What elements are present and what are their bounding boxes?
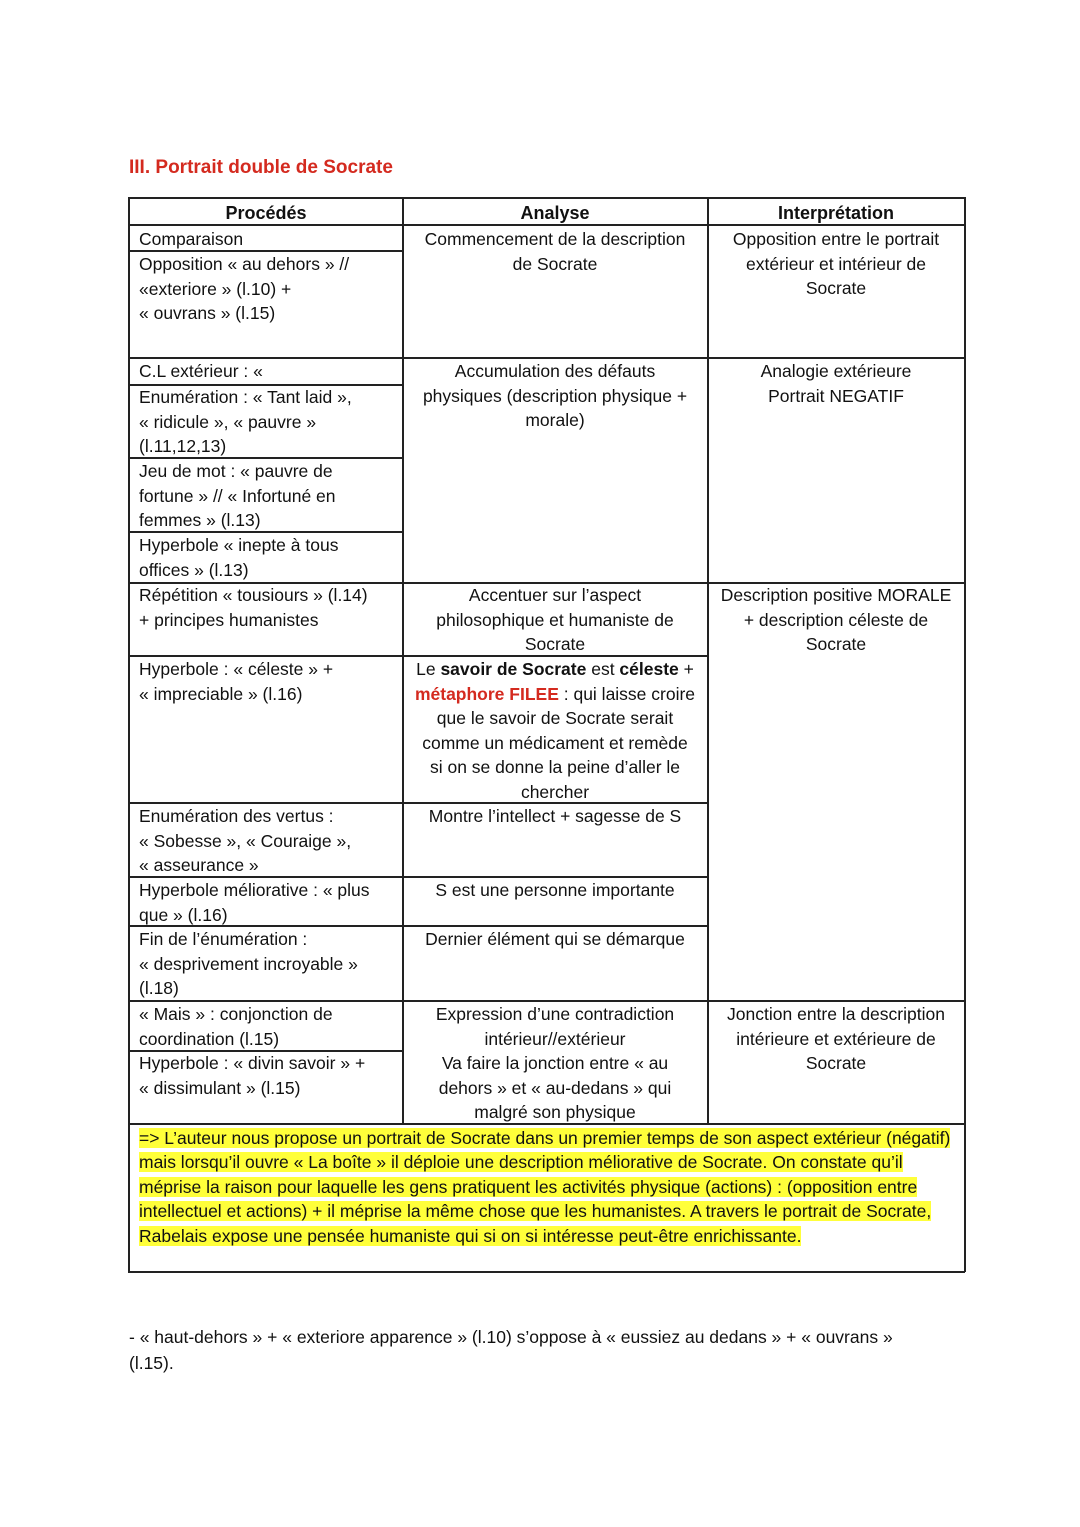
section-title: III. Portrait double de Socrate bbox=[129, 157, 393, 178]
procede-cell: Fin de l’énumération : « desprivement incroyable » (l.18) bbox=[139, 929, 358, 998]
procede-cell: Opposition « au dehors » // «exteriore » (l.10) + « ouvrans » (l.15) bbox=[139, 254, 350, 323]
interpretation-cell: Analogie extérieure Portrait NEGATIF bbox=[760, 361, 912, 406]
conclusion-paragraph bbox=[139, 1126, 961, 1248]
interpretation-cell: Opposition entre le portrait extérieur et intérieur de Socrate bbox=[732, 229, 940, 298]
analyse-cell: Dernier élément qui se démarque bbox=[425, 929, 685, 949]
procede-cell: Jeu de mot : « pauvre de fortune » // « Infortuné en femmes » (l.13) bbox=[139, 461, 336, 530]
header-interpretation: Interprétation bbox=[777, 203, 894, 223]
analyse-cell: Accentuer sur l’aspect philosophique et humaniste de Socrate bbox=[436, 585, 674, 654]
procede-cell: Enumération : « Tant laid », « ridicule », « pauvre » (l.11,12,13) bbox=[139, 387, 352, 456]
procede-cell: C.L extérieur : « bbox=[139, 361, 263, 381]
analyse-cell: Accumulation des défauts physiques (description physique + morale) bbox=[422, 361, 688, 430]
analyse-cell: Va faire la jonction entre « au dehors » et « au-dedans » qui malgré son physique bbox=[438, 1053, 672, 1122]
analyse-cell: Montre l’intellect + sagesse de S bbox=[428, 806, 682, 826]
interpretation-cell: Jonction entre la description intérieure et extérieure de Socrate bbox=[727, 1004, 945, 1073]
analyse-cell: Expression d’une contradiction intérieur//extérieur bbox=[435, 1004, 675, 1049]
procede-cell: « Mais » : conjonction de coordination (l.15) bbox=[139, 1004, 333, 1049]
interpretation-cell: Description positive MORALE + description céleste de Socrate bbox=[720, 585, 952, 654]
procede-cell: Hyperbole : « divin savoir » + « dissimulant » (l.15) bbox=[139, 1053, 366, 1098]
conclusion-highlight: => L’auteur nous propose un portrait de Socrate dans un premier temps de son aspect extérieur (négatif) mais lorsqu’il ouvre « La boîte » il déploie une description méliorative de Socrate. On constate qu’il méprise la raison pour laquelle les gens pratiquent les activités physique (actions) : (opposition entre intellectuel et actions) + il méprise la même chose que les humanistes. A travers le portrait de Socrate, Rabelais expose une pensée humaniste qui si on si intéresse peut-être enrichissante. bbox=[139, 1128, 951, 1246]
procede-cell: Hyperbole « inepte à tous offices » (l.13) bbox=[139, 535, 339, 580]
header-procedes: Procédés bbox=[225, 203, 307, 223]
footnote-text: - « haut-dehors » + « exteriore apparence » (l.10) s’oppose à « eussiez au dedans » + « ouvrans » (l.15). bbox=[129, 1327, 893, 1373]
procede-cell: Enumération des vertus : « Sobesse », « Couraige », « asseurance » bbox=[139, 806, 352, 875]
procede-cell: Hyperbole méliorative : « plus que » (l.16) bbox=[139, 880, 370, 925]
analyse-cell-metaphore: Le savoir de Socrate est céleste + métaphore FILEE : qui laisse croire que le savoir de Socrate serait comme un médicament et remède si on se donne la peine d’aller le chercher bbox=[414, 659, 696, 802]
header-analyse: Analyse bbox=[520, 203, 590, 223]
procede-cell: Hyperbole : « céleste » + « impreciable » (l.16) bbox=[139, 659, 334, 704]
analyse-cell: S est une personne importante bbox=[435, 880, 675, 900]
procede-cell: Comparaison bbox=[139, 229, 244, 249]
analyse-cell: Commencement de la description de Socrate bbox=[424, 229, 686, 274]
procede-cell: Répétition « tousiours » (l.14) + principes humanistes bbox=[139, 585, 368, 630]
